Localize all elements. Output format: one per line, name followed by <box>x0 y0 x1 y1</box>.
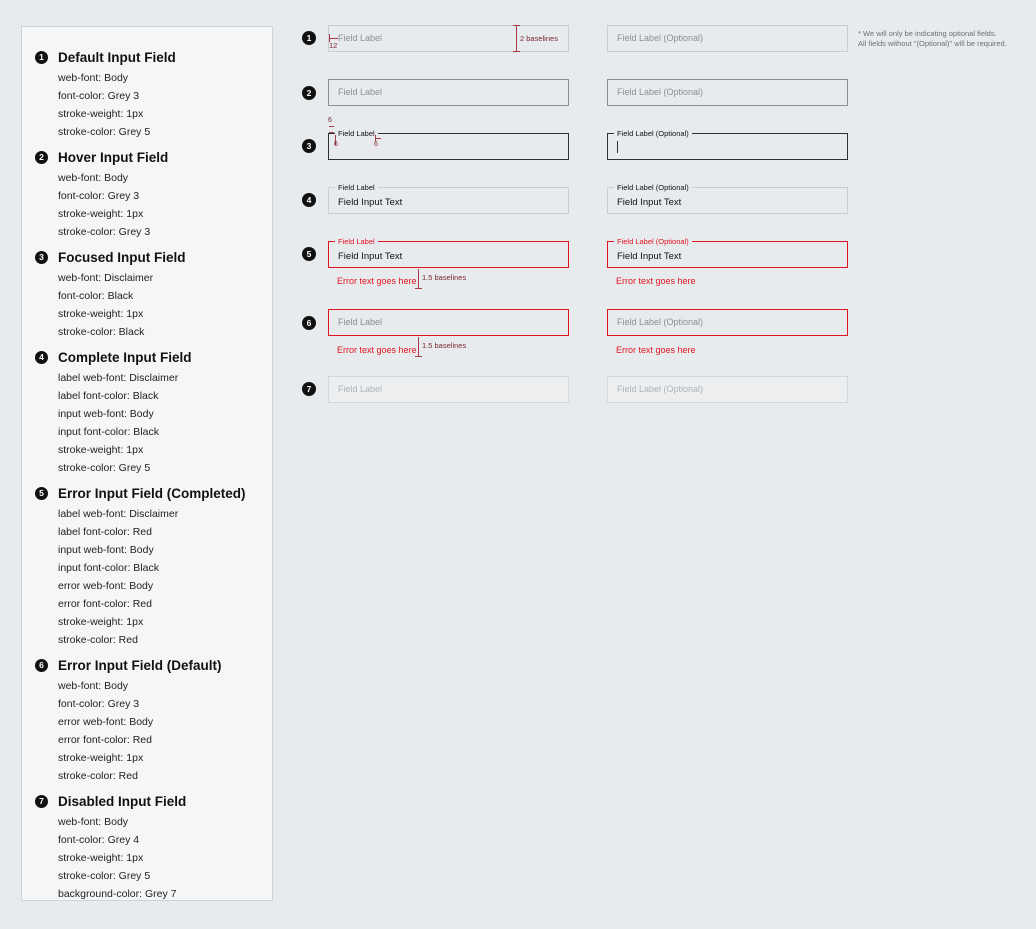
error-message: Error text goes here <box>616 276 696 286</box>
spec-line: stroke-color: Red <box>58 634 138 646</box>
spec-error-default <box>35 655 272 785</box>
focused-input-field-optional[interactable] <box>607 129 848 160</box>
spec-title: Hover Input Field <box>58 149 169 165</box>
row-badge-7: 7 <box>302 382 316 396</box>
disabled-input-field-optional <box>607 376 848 403</box>
spec-line: input web-font: Body <box>58 544 154 556</box>
number-badge: 1 <box>35 51 48 64</box>
spec-line: stroke-weight: 1px <box>58 208 144 220</box>
input-value: Field Input Text <box>338 251 403 262</box>
field-placeholder: Field Label <box>338 317 383 327</box>
spec-line: web-font: Body <box>58 172 129 184</box>
field-placeholder: Field Label (Optional) <box>617 317 704 327</box>
error-completed-input-field[interactable] <box>328 237 569 268</box>
row-badge-2: 2 <box>302 86 316 100</box>
spec-line: label font-color: Black <box>58 390 159 402</box>
spec-error-completed <box>35 483 272 649</box>
spec-focused <box>35 247 272 341</box>
error-completed-input-field-optional[interactable] <box>607 237 848 268</box>
spec-line: font-color: Grey 4 <box>58 834 140 846</box>
error-message: Error text goes here <box>337 276 417 286</box>
error-default-input-field-optional[interactable] <box>607 309 848 336</box>
field-placeholder: Field Label <box>338 87 383 97</box>
baseline-marker <box>513 51 520 52</box>
spec-title: Disabled Input Field <box>58 793 187 809</box>
baseline-marker <box>418 337 419 356</box>
input-value: Field Input Text <box>617 197 682 208</box>
hover-input-field[interactable] <box>328 79 569 106</box>
spec-line: stroke-weight: 1px <box>58 308 144 320</box>
field-placeholder: Field Label (Optional) <box>617 33 704 43</box>
number-badge: 5 <box>35 487 48 500</box>
optional-note <box>858 29 1007 49</box>
spec-line: input web-font: Body <box>58 408 154 420</box>
spec-line: font-color: Black <box>58 290 134 302</box>
number-badge: 6 <box>35 659 48 672</box>
spec-line: input font-color: Black <box>58 426 159 438</box>
spec-line: stroke-weight: 1px <box>58 852 144 864</box>
input-value: Field Input Text <box>617 251 682 262</box>
field-placeholder: Field Label (Optional) <box>617 384 704 394</box>
baseline-annotation: 1.5 baselines <box>422 341 467 350</box>
error-message: Error text goes here <box>337 345 417 355</box>
spacing-marker <box>329 126 334 127</box>
baseline-marker <box>516 25 517 52</box>
spec-line: stroke-color: Grey 3 <box>58 226 151 238</box>
text-caret <box>617 141 618 153</box>
spec-line: error web-font: Body <box>58 580 154 592</box>
spec-line: stroke-weight: 1px <box>58 108 144 120</box>
row-badge-6: 6 <box>302 316 316 330</box>
complete-input-field-optional[interactable] <box>607 183 848 214</box>
baseline-annotation: 2 baselines <box>520 34 558 43</box>
row-badge-1: 1 <box>302 31 316 45</box>
spacing-marker <box>329 132 334 133</box>
spec-line: error web-font: Body <box>58 716 154 728</box>
spec-line: font-color: Grey 3 <box>58 190 140 202</box>
baseline-marker <box>418 269 419 288</box>
spec-default <box>35 47 272 141</box>
row-badge-3: 3 <box>302 139 316 153</box>
floating-label: Field Label (Optional) <box>614 129 692 138</box>
spacing-marker <box>329 38 338 39</box>
note-line: * We will only be indicating optional fields. <box>858 29 997 38</box>
spec-line: input font-color: Black <box>58 562 159 574</box>
floating-label: Field Label <box>335 183 378 192</box>
spec-line: label web-font: Disclaimer <box>58 372 179 384</box>
input-value: Field Input Text <box>338 197 403 208</box>
spec-line: stroke-color: Grey 5 <box>58 462 151 474</box>
floating-label: Field Label <box>335 129 378 138</box>
spacing-annotation: 6 <box>374 141 378 148</box>
spacing-annotation: 6 <box>328 117 332 124</box>
spec-title: Error Input Field (Default) <box>58 657 222 673</box>
row-badge-4: 4 <box>302 193 316 207</box>
spec-line: stroke-weight: 1px <box>58 752 144 764</box>
spec-line: web-font: Body <box>58 72 129 84</box>
error-message: Error text goes here <box>616 345 696 355</box>
spec-title: Complete Input Field <box>58 349 192 365</box>
spec-line: stroke-weight: 1px <box>58 444 144 456</box>
complete-input-field[interactable] <box>328 183 569 214</box>
spec-title: Error Input Field (Completed) <box>58 485 246 501</box>
spec-line: web-font: Body <box>58 816 129 828</box>
spacing-marker <box>375 138 381 139</box>
field-placeholder: Field Label <box>338 33 383 43</box>
spec-panel <box>21 26 273 901</box>
row-badge-5: 5 <box>302 247 316 261</box>
spec-line: web-font: Disclaimer <box>58 272 154 284</box>
baseline-annotation: 1.5 baselines <box>422 273 467 282</box>
number-badge: 3 <box>35 251 48 264</box>
field-placeholder: Field Label (Optional) <box>617 87 704 97</box>
spec-line: error font-color: Red <box>58 734 152 746</box>
spec-line: font-color: Grey 3 <box>58 90 140 102</box>
spacing-annotation: 12 <box>329 41 338 50</box>
spec-line: stroke-color: Black <box>58 326 145 338</box>
number-badge: 2 <box>35 151 48 164</box>
field-placeholder: Field Label <box>338 384 383 394</box>
spec-line: stroke-color: Grey 5 <box>58 126 151 138</box>
spec-line: background-color: Grey 7 <box>58 888 177 900</box>
number-badge: 4 <box>35 351 48 364</box>
spec-title: Default Input Field <box>58 49 176 65</box>
error-default-input-field[interactable] <box>328 309 569 336</box>
default-input-field-optional[interactable] <box>607 25 848 52</box>
floating-label: Field Label (Optional) <box>614 237 692 246</box>
baseline-marker <box>513 25 520 26</box>
floating-label: Field Label (Optional) <box>614 183 692 192</box>
spec-title: Focused Input Field <box>58 249 186 265</box>
spacing-annotation: 6 <box>334 141 338 148</box>
disabled-input-field <box>328 376 569 403</box>
spec-line: label web-font: Disclaimer <box>58 508 179 520</box>
spec-line: web-font: Body <box>58 680 129 692</box>
hover-input-field-optional[interactable] <box>607 79 848 106</box>
focused-input-field[interactable] <box>328 129 569 160</box>
spec-line: label font-color: Red <box>58 526 152 538</box>
baseline-marker <box>415 356 422 357</box>
spec-line: error font-color: Red <box>58 598 152 610</box>
baseline-marker <box>415 288 422 289</box>
note-line: All fields without "(Optional)" will be required. <box>858 39 1007 48</box>
spec-hover <box>35 147 272 241</box>
spec-line: stroke-color: Grey 5 <box>58 870 151 882</box>
number-badge: 7 <box>35 795 48 808</box>
spec-line: font-color: Grey 3 <box>58 698 140 710</box>
spec-complete <box>35 347 272 477</box>
spec-line: stroke-color: Red <box>58 770 138 782</box>
spec-line: stroke-weight: 1px <box>58 616 144 628</box>
spec-disabled <box>35 791 272 903</box>
floating-label: Field Label <box>335 237 378 246</box>
